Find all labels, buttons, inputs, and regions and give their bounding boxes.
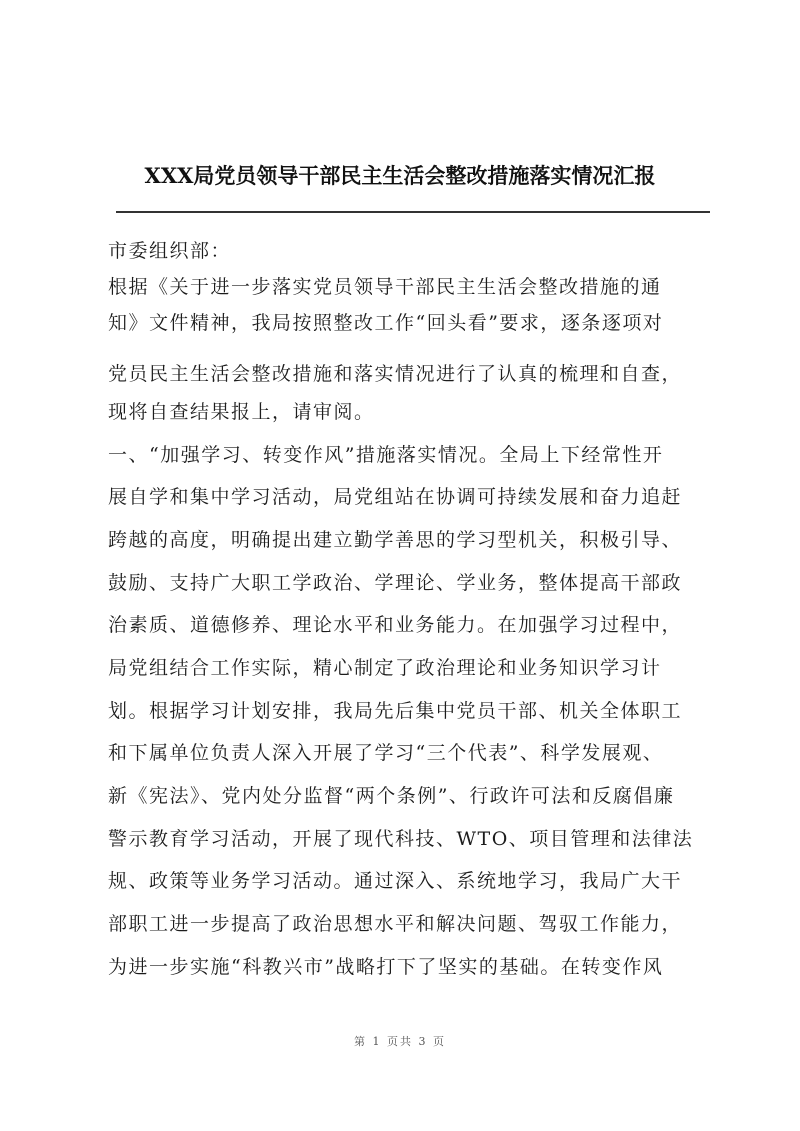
body-line: 知》文件精神，我局按照整改工作“回头看”要求，逐条逐项对 xyxy=(108,312,664,334)
body-line: 一、“加强学习、转变作风”措施落实情况。全局上下经常性开 xyxy=(108,444,664,466)
body-line: 根据《关于进一步落实党员领导干部民主生活会整改措施的通 xyxy=(108,276,662,298)
body-line: 展自学和集中学习活动，局党组站在协调可持续发展和奋力追赶 xyxy=(108,486,683,508)
body-line: 治素质、道德修养、理论水平和业务能力。在加强学习过程中， xyxy=(108,614,683,636)
body-line: 规、政策等业务学习活动。通过深入、系统地学习，我局广大干 xyxy=(108,870,683,892)
body-line: 现将自查结果报上，请审阅。 xyxy=(108,401,375,423)
body-line: 和下属单位负责人深入开展了学习“三个代表”、科学发展观、 xyxy=(108,742,664,764)
body-line: 局党组结合工作实际，精心制定了政治理论和业务知识学习计 xyxy=(108,657,662,679)
body-line: 为进一步实施“科教兴市”战略打下了坚实的基础。在转变作风 xyxy=(108,956,664,978)
body-line: 跨越的高度，明确提出建立勤学善思的学习型机关，积极引导、 xyxy=(108,529,683,551)
body-line: 市委组织部： xyxy=(108,240,232,262)
body-line: 新《宪法》、党内处分监督“两个条例”、行政许可法和反腐倡廉 xyxy=(108,785,675,807)
title-underline xyxy=(116,211,710,213)
body-line: 警示教育学习活动，开展了现代科技、WTO、项目管理和法律法 xyxy=(108,828,694,850)
body-line: 部职工进一步提高了政治思想水平和解决问题、驾驭工作能力， xyxy=(108,913,683,935)
body-line: 党员民主生活会整改措施和落实情况进行了认真的梳理和自查， xyxy=(108,363,683,385)
body-line: 鼓励、支持广大职工学政治、学理论、学业务，整体提高干部政 xyxy=(108,572,683,594)
page-footer: 第 1 页共 3 页 xyxy=(354,1035,446,1048)
body-line: 划。根据学习计划安排，我局先后集中党员干部、机关全体职工 xyxy=(108,700,683,722)
document-title: XXX局党员领导干部民主生活会整改措施落实情况汇报 xyxy=(144,163,656,188)
